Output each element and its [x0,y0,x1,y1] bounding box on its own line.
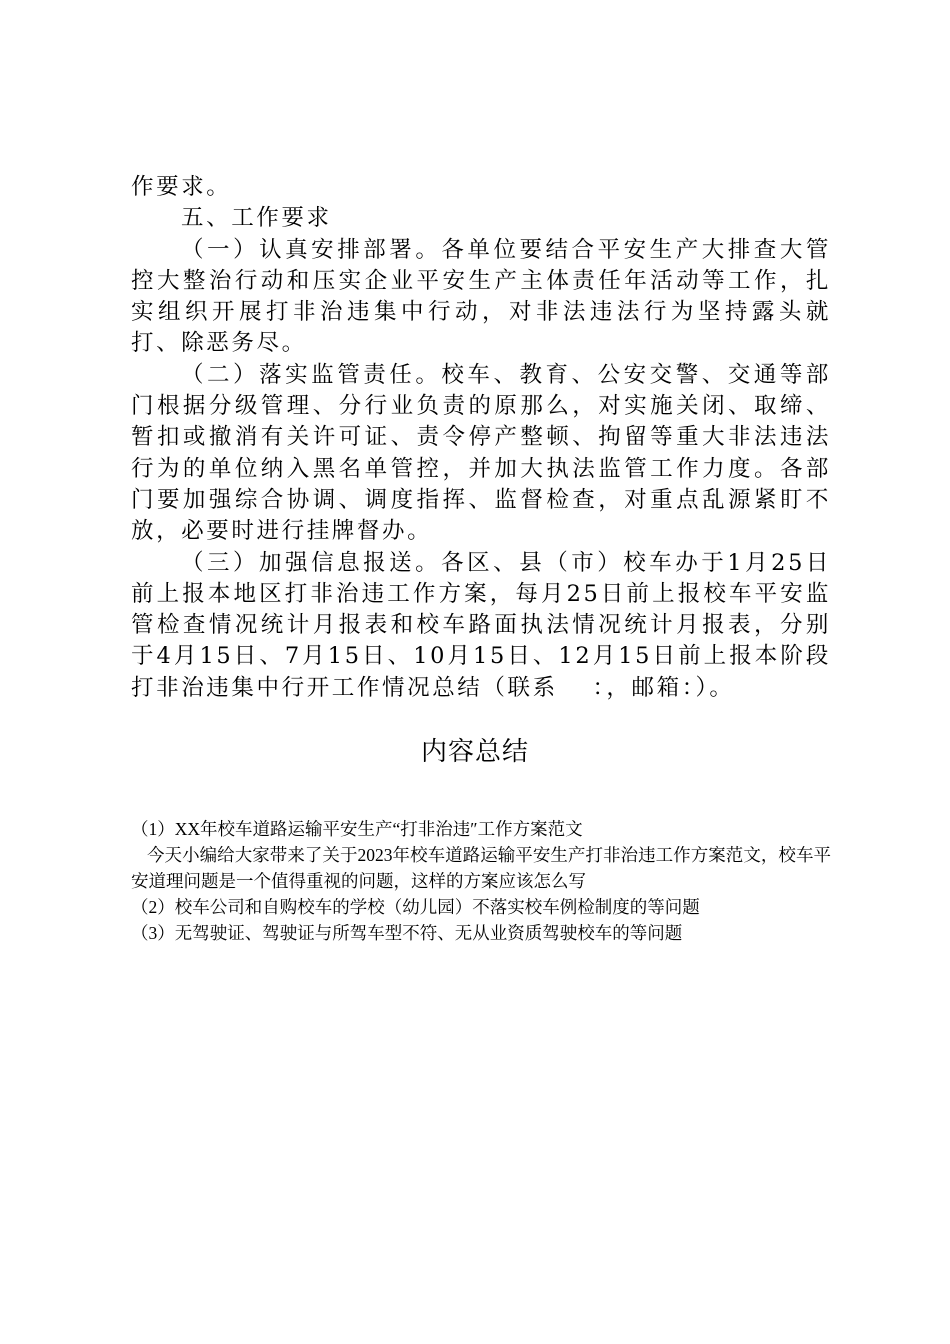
summary-item-3: （3）无驾驶证、驾驶证与所驾车型不符、无从业资质驾驶校车的等问题 [131,923,683,943]
summary-item-1: （1）XX年校车道路运输平安生产“打非治违″工作方案范文 [131,819,583,839]
paragraph-item-1: （一）认真安排部署。各单位要结合平安生产大排查大管控大整治行动和压实企业平安生产主体责任年活动等工作，扎实组织开展打非治违集中行动，对非法违法行为坚持露头就打、除恶务尽。 [131,236,831,357]
paragraph-item-3: （三）加强信息报送。各区、县（市）校车办于1月25日前上报本地区打非治违工作方案，每月25日前上报校车平安监管检查情况统计月报表和校车路面执法情况统计月报表，分别于4月15日、7月15日、10月15日、12月15日前上报本阶段打非治违集中行开工作情况总结（联系 ：，邮箱：）。 [131,549,831,701]
paragraph-item-2: （二）落实监管责任。校车、教育、公安交警、交通等部门根据分级管理、分行业负责的原那么，对实施关闭、取缔、暂扣或撤消有关许可证、责令停产整顿、拘留等重大非法违法行为的单位纳入黑名单管控，并加大执法监管工作力度。各部门要加强综合协调、调度指挥、监督检查，对重点乱源紧盯不放，必要时进行挂牌督办。 [131,361,831,545]
summary-title: 内容总结 [420,737,529,767]
summary-intro: 今天小编给大家带来了关于2023年校车道路运输平安生产打非治违工作方案范文，校车平安道理问题是一个值得重视的问题，这样的方案应该怎么写 [131,845,831,891]
summary-section [131,816,831,946]
summary-item-2: （2）校车公司和自购校车的学校（幼儿园）不落实校车例检制度的等问题 [131,897,700,917]
section-heading: 五、工作要求 [181,205,332,232]
document-body [131,172,831,704]
paragraph-continuation: 作要求。 [131,174,232,200]
